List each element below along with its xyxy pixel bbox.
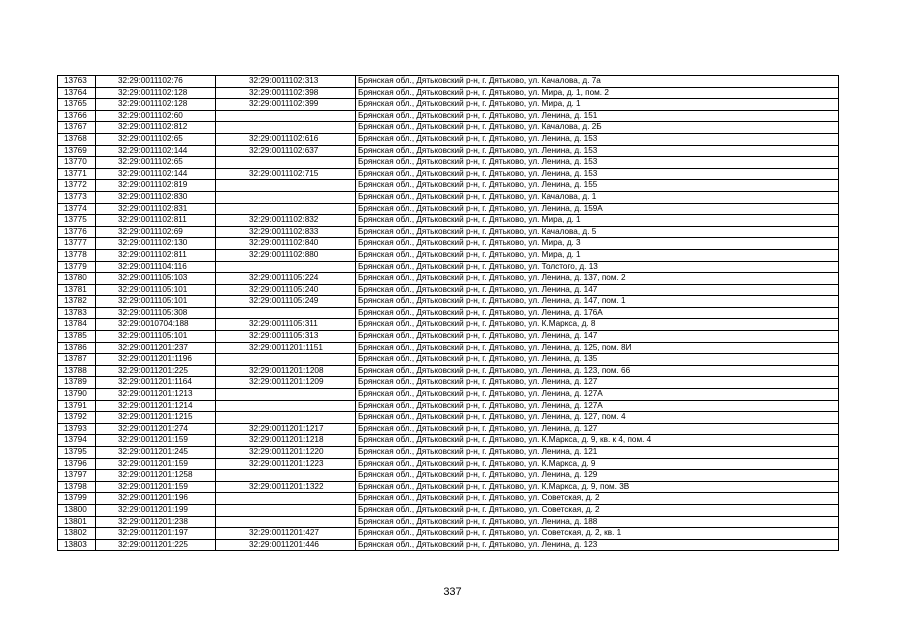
row-number-cell: 13797 (58, 470, 96, 482)
cadastral-number-cell: 32:29:0011201:1196 (96, 354, 216, 366)
parent-cadastral-number-cell: 32:29:0011102:399 (216, 99, 356, 111)
parent-cadastral-number-cell: 32:29:0011201:1218 (216, 435, 356, 447)
table-row (58, 493, 839, 505)
row-number-cell: 13781 (58, 284, 96, 296)
table-row (58, 203, 839, 215)
table-row (58, 528, 839, 540)
row-number-cell: 13771 (58, 168, 96, 180)
parent-cadastral-number-cell: 32:29:0011201:427 (216, 528, 356, 540)
address-cell: Брянская обл., Дятьковский р-н, г. Дятьково, ул. Толстого, д. 13 (356, 261, 839, 273)
address-cell: Брянская обл., Дятьковский р-н, г. Дятьково, ул. Качалова, д. 1 (356, 191, 839, 203)
row-number-cell: 13765 (58, 99, 96, 111)
cadastral-number-cell: 32:29:0011201:1164 (96, 377, 216, 389)
parent-cadastral-number-cell (216, 504, 356, 516)
parent-cadastral-number-cell (216, 493, 356, 505)
parent-cadastral-number-cell (216, 180, 356, 192)
row-number-cell: 13792 (58, 412, 96, 424)
parent-cadastral-number-cell: 32:29:0011105:313 (216, 331, 356, 343)
row-number-cell: 13778 (58, 249, 96, 261)
row-number-cell: 13764 (58, 87, 96, 99)
address-cell: Брянская обл., Дятьковский р-н, г. Дятьково, ул. Советская, д. 2, кв. 1 (356, 528, 839, 540)
address-cell: Брянская обл., Дятьковский р-н, г. Дятьково, ул. К.Маркса, д. 9, кв. к 4, пом. 4 (356, 435, 839, 447)
table-row (58, 273, 839, 285)
table-row (58, 447, 839, 459)
cadastral-number-cell: 32:29:0011102:812 (96, 122, 216, 134)
cadastral-number-cell: 32:29:0011201:1215 (96, 412, 216, 424)
parent-cadastral-number-cell (216, 122, 356, 134)
row-number-cell: 13782 (58, 296, 96, 308)
row-number-cell: 13793 (58, 423, 96, 435)
parent-cadastral-number-cell (216, 110, 356, 122)
address-cell: Брянская обл., Дятьковский р-н, г. Дятьково, ул. Ленина, д. 176А (356, 307, 839, 319)
parent-cadastral-number-cell: 32:29:0011105:311 (216, 319, 356, 331)
parent-cadastral-number-cell (216, 470, 356, 482)
table-row (58, 284, 839, 296)
cadastral-number-cell: 32:29:0011105:101 (96, 284, 216, 296)
address-cell: Брянская обл., Дятьковский р-н, г. Дятьково, ул. Мира, д. 3 (356, 238, 839, 250)
cadastral-number-cell: 32:29:0010704:188 (96, 319, 216, 331)
parent-cadastral-number-cell: 32:29:0011201:446 (216, 539, 356, 551)
table-row (58, 99, 839, 111)
cadastral-number-cell: 32:29:0011201:238 (96, 516, 216, 528)
address-cell: Брянская обл., Дятьковский р-н, г. Дятьково, ул. Мира, д. 1 (356, 249, 839, 261)
parent-cadastral-number-cell (216, 516, 356, 528)
address-cell: Брянская обл., Дятьковский р-н, г. Дятьково, ул. Ленина, д. 127А (356, 389, 839, 401)
table-row (58, 365, 839, 377)
address-cell: Брянская обл., Дятьковский р-н, г. Дятьково, ул. Мира, д. 1 (356, 99, 839, 111)
address-cell: Брянская обл., Дятьковский р-н, г. Дятьково, ул. Ленина, д. 155 (356, 180, 839, 192)
row-number-cell: 13779 (58, 261, 96, 273)
address-cell: Брянская обл., Дятьковский р-н, г. Дятьково, ул. Ленина, д. 147, пом. 1 (356, 296, 839, 308)
table-row (58, 157, 839, 169)
address-cell: Брянская обл., Дятьковский р-н, г. Дятьково, ул. Ленина, д. 127А (356, 400, 839, 412)
address-cell: Брянская обл., Дятьковский р-н, г. Дятьково, ул. Качалова, д. 7а (356, 76, 839, 88)
table-row (58, 516, 839, 528)
row-number-cell: 13798 (58, 481, 96, 493)
row-number-cell: 13802 (58, 528, 96, 540)
parent-cadastral-number-cell: 32:29:0011105:249 (216, 296, 356, 308)
address-cell: Брянская обл., Дятьковский р-н, г. Дятьково, ул. Ленина, д. 123 (356, 539, 839, 551)
page-number: 337 (443, 586, 462, 598)
table-row (58, 331, 839, 343)
cadastral-number-cell: 32:29:0011201:274 (96, 423, 216, 435)
address-cell: Брянская обл., Дятьковский р-н, г. Дятьково, ул. Ленина, д. 127, пом. 4 (356, 412, 839, 424)
table-row (58, 470, 839, 482)
row-number-cell: 13767 (58, 122, 96, 134)
table-row (58, 319, 839, 331)
table-row (58, 261, 839, 273)
table-row (58, 168, 839, 180)
parent-cadastral-number-cell (216, 261, 356, 273)
row-number-cell: 13800 (58, 504, 96, 516)
table-row (58, 76, 839, 88)
table-row (58, 180, 839, 192)
parent-cadastral-number-cell: 32:29:0011201:1208 (216, 365, 356, 377)
table-row (58, 296, 839, 308)
address-cell: Брянская обл., Дятьковский р-н, г. Дятьково, ул. К.Маркса, д. 9, пом. 3В (356, 481, 839, 493)
cadastral-number-cell: 32:29:0011102:76 (96, 76, 216, 88)
row-number-cell: 13795 (58, 447, 96, 459)
row-number-cell: 13789 (58, 377, 96, 389)
table-row (58, 400, 839, 412)
table-row (58, 122, 839, 134)
parent-cadastral-number-cell: 32:29:0011102:840 (216, 238, 356, 250)
table-row (58, 110, 839, 122)
row-number-cell: 13772 (58, 180, 96, 192)
address-cell: Брянская обл., Дятьковский р-н, г. Дятьково, ул. Ленина, д. 127 (356, 423, 839, 435)
row-number-cell: 13794 (58, 435, 96, 447)
cadastral-number-cell: 32:29:0011102:811 (96, 215, 216, 227)
parent-cadastral-number-cell (216, 389, 356, 401)
table-row (58, 423, 839, 435)
parent-cadastral-number-cell: 32:29:0011201:1322 (216, 481, 356, 493)
row-number-cell: 13787 (58, 354, 96, 366)
row-number-cell: 13790 (58, 389, 96, 401)
parent-cadastral-number-cell (216, 203, 356, 215)
row-number-cell: 13774 (58, 203, 96, 215)
parent-cadastral-number-cell: 32:29:0011201:1217 (216, 423, 356, 435)
row-number-cell: 13780 (58, 273, 96, 285)
cadastral-number-cell: 32:29:0011201:225 (96, 539, 216, 551)
address-cell: Брянская обл., Дятьковский р-н, г. Дятьково, ул. Ленина, д. 188 (356, 516, 839, 528)
cadastral-number-cell: 32:29:0011102:65 (96, 157, 216, 169)
row-number-cell: 13784 (58, 319, 96, 331)
table-row (58, 145, 839, 157)
address-cell: Брянская обл., Дятьковский р-н, г. Дятьково, ул. Качалова, д. 2Б (356, 122, 839, 134)
row-number-cell: 13803 (58, 539, 96, 551)
cadastral-number-cell: 32:29:0011102:69 (96, 226, 216, 238)
address-cell: Брянская обл., Дятьковский р-н, г. Дятьково, ул. Ленина, д. 127 (356, 377, 839, 389)
table-row (58, 412, 839, 424)
cadastral-number-cell: 32:29:0011201:1258 (96, 470, 216, 482)
cadastral-number-cell: 32:29:0011102:65 (96, 133, 216, 145)
row-number-cell: 13769 (58, 145, 96, 157)
address-cell: Брянская обл., Дятьковский р-н, г. Дятьково, ул. Мира, д. 1, пом. 2 (356, 87, 839, 99)
cadastral-number-cell: 32:29:0011102:830 (96, 191, 216, 203)
address-cell: Брянская обл., Дятьковский р-н, г. Дятьково, ул. Качалова, д. 5 (356, 226, 839, 238)
table-row (58, 249, 839, 261)
parent-cadastral-number-cell: 32:29:0011105:240 (216, 284, 356, 296)
table-row (58, 389, 839, 401)
parent-cadastral-number-cell: 32:29:0011201:1220 (216, 447, 356, 459)
address-cell: Брянская обл., Дятьковский р-н, г. Дятьково, ул. Ленина, д. 135 (356, 354, 839, 366)
table-row (58, 504, 839, 516)
address-cell: Брянская обл., Дятьковский р-н, г. Дятьково, ул. Советская, д. 2 (356, 504, 839, 516)
cadastral-number-cell: 32:29:0011201:245 (96, 447, 216, 459)
address-cell: Брянская обл., Дятьковский р-н, г. Дятьково, ул. Ленина, д. 147 (356, 284, 839, 296)
table-row (58, 226, 839, 238)
cadastral-number-cell: 32:29:0011201:159 (96, 435, 216, 447)
cadastral-number-cell: 32:29:0011201:159 (96, 481, 216, 493)
cadastral-number-cell: 32:29:0011105:308 (96, 307, 216, 319)
table-row (58, 342, 839, 354)
parent-cadastral-number-cell (216, 412, 356, 424)
row-number-cell: 13796 (58, 458, 96, 470)
cadastral-number-cell: 32:29:0011201:1214 (96, 400, 216, 412)
table-row (58, 377, 839, 389)
cadastral-number-cell: 32:29:0011201:1213 (96, 389, 216, 401)
parent-cadastral-number-cell: 32:29:0011102:715 (216, 168, 356, 180)
cadastral-number-cell: 32:29:0011105:103 (96, 273, 216, 285)
parent-cadastral-number-cell: 32:29:0011102:880 (216, 249, 356, 261)
parent-cadastral-number-cell: 32:29:0011102:833 (216, 226, 356, 238)
cadastral-number-cell: 32:29:0011201:197 (96, 528, 216, 540)
address-cell: Брянская обл., Дятьковский р-н, г. Дятьково, ул. Ленина, д. 153 (356, 168, 839, 180)
cadastral-number-cell: 32:29:0011105:101 (96, 331, 216, 343)
table-row (58, 539, 839, 551)
parent-cadastral-number-cell: 32:29:0011201:1151 (216, 342, 356, 354)
address-cell: Брянская обл., Дятьковский р-н, г. Дятьково, ул. Ленина, д. 153 (356, 133, 839, 145)
cadastral-number-cell: 32:29:0011201:196 (96, 493, 216, 505)
table-row (58, 133, 839, 145)
table-row (58, 307, 839, 319)
parent-cadastral-number-cell (216, 400, 356, 412)
table-row (58, 238, 839, 250)
cadastral-number-cell: 32:29:0011201:225 (96, 365, 216, 377)
parent-cadastral-number-cell: 32:29:0011102:637 (216, 145, 356, 157)
row-number-cell: 13791 (58, 400, 96, 412)
parent-cadastral-number-cell (216, 354, 356, 366)
row-number-cell: 13775 (58, 215, 96, 227)
address-cell: Брянская обл., Дятьковский р-н, г. Дятьково, ул. К.Маркса, д. 8 (356, 319, 839, 331)
cadastral-number-cell: 32:29:0011102:831 (96, 203, 216, 215)
table-row (58, 354, 839, 366)
parent-cadastral-number-cell: 32:29:0011102:313 (216, 76, 356, 88)
registry-table (57, 75, 839, 551)
address-cell: Брянская обл., Дятьковский р-н, г. Дятьково, ул. Ленина, д. 159А (356, 203, 839, 215)
row-number-cell: 13776 (58, 226, 96, 238)
address-cell: Брянская обл., Дятьковский р-н, г. Дятьково, ул. Мира, д. 1 (356, 215, 839, 227)
address-cell: Брянская обл., Дятьковский р-н, г. Дятьково, ул. Ленина, д. 151 (356, 110, 839, 122)
cadastral-number-cell: 32:29:0011102:128 (96, 87, 216, 99)
row-number-cell: 13777 (58, 238, 96, 250)
parent-cadastral-number-cell: 32:29:0011201:1223 (216, 458, 356, 470)
row-number-cell: 13768 (58, 133, 96, 145)
address-cell: Брянская обл., Дятьковский р-н, г. Дятьково, ул. Ленина, д. 147 (356, 331, 839, 343)
cadastral-number-cell: 32:29:0011102:144 (96, 168, 216, 180)
cadastral-number-cell: 32:29:0011102:130 (96, 238, 216, 250)
cadastral-number-cell: 32:29:0011102:60 (96, 110, 216, 122)
row-number-cell: 13766 (58, 110, 96, 122)
cadastral-number-cell: 32:29:0011102:811 (96, 249, 216, 261)
row-number-cell: 13799 (58, 493, 96, 505)
parent-cadastral-number-cell: 32:29:0011102:832 (216, 215, 356, 227)
address-cell: Брянская обл., Дятьковский р-н, г. Дятьково, ул. К.Маркса, д. 9 (356, 458, 839, 470)
address-cell: Брянская обл., Дятьковский р-н, г. Дятьково, ул. Советская, д. 2 (356, 493, 839, 505)
cadastral-number-cell: 32:29:0011102:144 (96, 145, 216, 157)
table-row (58, 191, 839, 203)
address-cell: Брянская обл., Дятьковский р-н, г. Дятьково, ул. Ленина, д. 153 (356, 157, 839, 169)
row-number-cell: 13770 (58, 157, 96, 169)
row-number-cell: 13788 (58, 365, 96, 377)
row-number-cell: 13785 (58, 331, 96, 343)
parent-cadastral-number-cell (216, 157, 356, 169)
parent-cadastral-number-cell: 32:29:0011102:398 (216, 87, 356, 99)
address-cell: Брянская обл., Дятьковский р-н, г. Дятьково, ул. Ленина, д. 153 (356, 145, 839, 157)
address-cell: Брянская обл., Дятьковский р-н, г. Дятьково, ул. Ленина, д. 125, пом. 8И (356, 342, 839, 354)
cadastral-number-cell: 32:29:0011201:159 (96, 458, 216, 470)
parent-cadastral-number-cell: 32:29:0011102:616 (216, 133, 356, 145)
parent-cadastral-number-cell (216, 191, 356, 203)
cadastral-number-cell: 32:29:0011201:237 (96, 342, 216, 354)
cadastral-number-cell: 32:29:0011104:116 (96, 261, 216, 273)
cadastral-number-cell: 32:29:0011105:101 (96, 296, 216, 308)
address-cell: Брянская обл., Дятьковский р-н, г. Дятьково, ул. Ленина, д. 137, пом. 2 (356, 273, 839, 285)
row-number-cell: 13773 (58, 191, 96, 203)
row-number-cell: 13783 (58, 307, 96, 319)
table-row (58, 87, 839, 99)
cadastral-number-cell: 32:29:0011201:199 (96, 504, 216, 516)
cadastral-number-cell: 32:29:0011102:819 (96, 180, 216, 192)
parent-cadastral-number-cell: 32:29:0011201:1209 (216, 377, 356, 389)
row-number-cell: 13786 (58, 342, 96, 354)
parent-cadastral-number-cell (216, 307, 356, 319)
table-row (58, 481, 839, 493)
parent-cadastral-number-cell: 32:29:0011105:224 (216, 273, 356, 285)
registry-table-body (58, 76, 839, 551)
row-number-cell: 13801 (58, 516, 96, 528)
address-cell: Брянская обл., Дятьковский р-н, г. Дятьково, ул. Ленина, д. 121 (356, 447, 839, 459)
table-row (58, 435, 839, 447)
table-row (58, 215, 839, 227)
address-cell: Брянская обл., Дятьковский р-н, г. Дятьково, ул. Ленина, д. 129 (356, 470, 839, 482)
address-cell: Брянская обл., Дятьковский р-н, г. Дятьково, ул. Ленина, д. 123, пом. 66 (356, 365, 839, 377)
row-number-cell: 13763 (58, 76, 96, 88)
cadastral-number-cell: 32:29:0011102:128 (96, 99, 216, 111)
table-row (58, 458, 839, 470)
